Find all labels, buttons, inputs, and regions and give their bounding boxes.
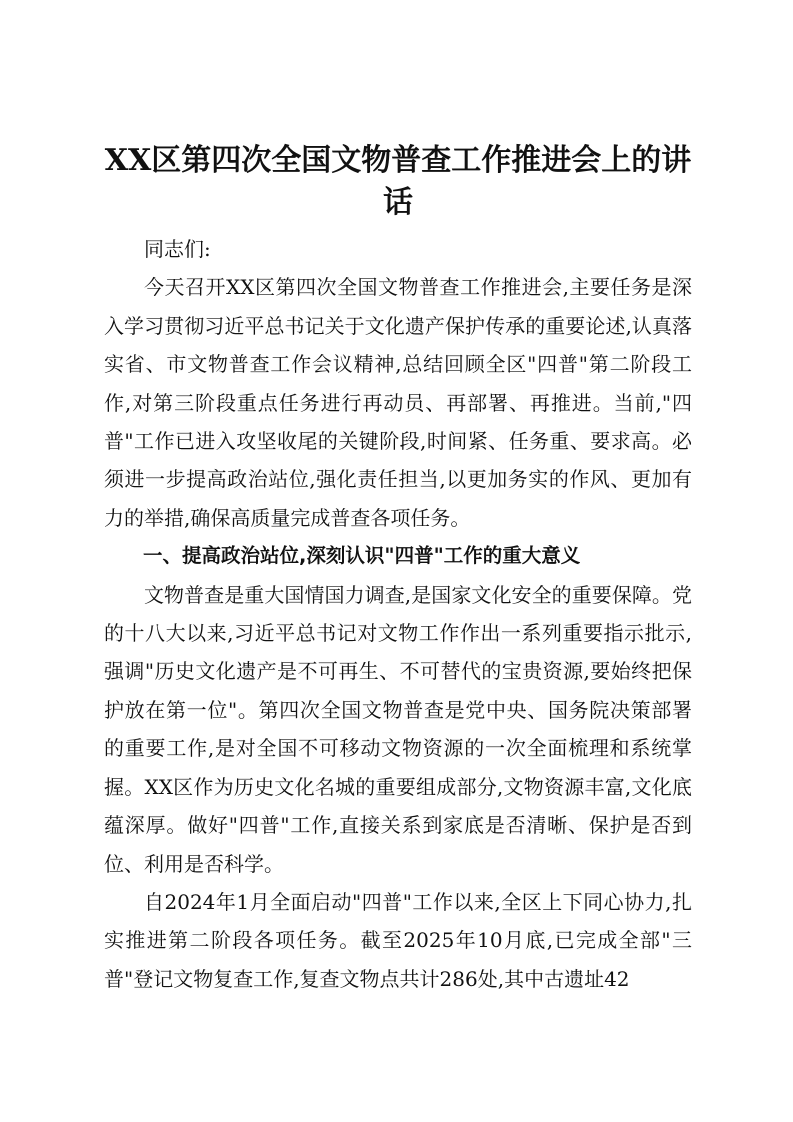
salutation: 同志们: [144,237,211,261]
document-body [104,230,692,998]
section-paragraph-2: 自2024年1月全面启动"四普"工作以来,全区上下同心协力,扎实推进第二阶段各项任务。截至2025年10月底,已完成全部"三普"登记文物复查工作,复查文物点共计286处,其中古遗址42 [104,889,692,991]
document-title: XX区第四次全国文物普查工作推进会上的讲话 [104,143,692,220]
section-paragraph-1: 文物普查是重大国情国力调查,是国家文化安全的重要保障。党的十八大以来,习近平总书记对文物工作作出一系列重要指示批示,强调"历史文化遗产是不可再生、不可替代的宝贵资源,要始终把保护放在第一位"。第四次全国文物普查是党中央、国务院决策部署的重要工作,是对全国不可移动文物资源的一次全面梳理和系统掌握。XX区作为历史文化名城的重要组成部分,文物资源丰富,文化底蕴深厚。做好"四普"工作,直接关系到家底是否清晰、保护是否到位、利用是否科学。 [104,582,692,876]
intro-paragraph: 今天召开XX区第四次全国文物普查工作推进会,主要任务是深入学习贯彻习近平总书记关于文化遗产保护传承的重要论述,认真落实省、市文物普查工作会议精神,总结回顾全区"四普"第二阶段工作,对第三阶段重点任务进行再动员、再部署、再推进。当前,"四普"工作已进入攻坚收尾的关键阶段,时间紧、任务重、要求高。必须进一步提高政治站位,强化责任担当,以更加务实的作风、更加有力的举措,确保高质量完成普查各项任务。 [104,275,692,530]
section-heading: 一、提高政治站位,深刻认识"四普"工作的重大意义 [143,544,581,568]
